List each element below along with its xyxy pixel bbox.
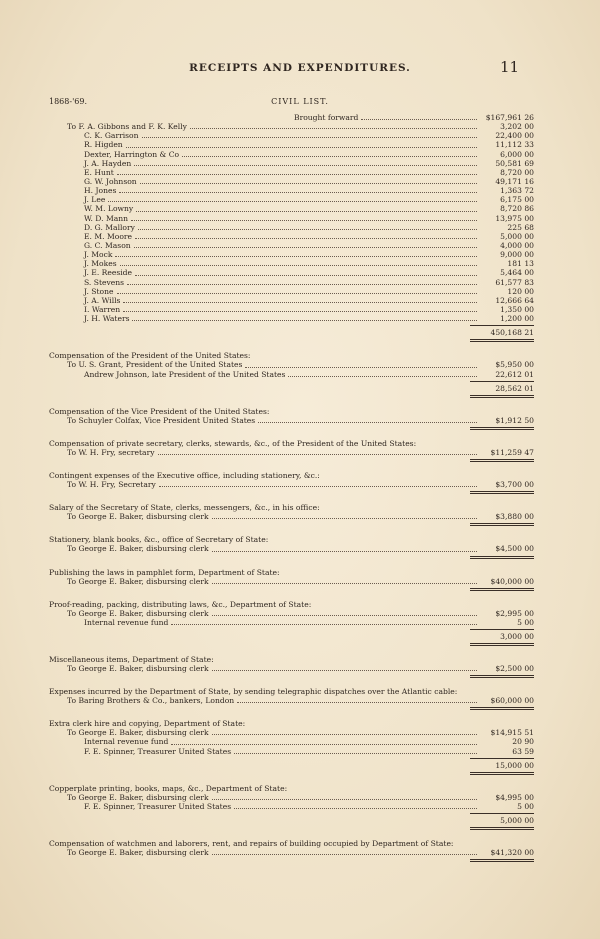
section-total-amount: 3,000 00 bbox=[500, 631, 534, 641]
leader-dots bbox=[212, 798, 477, 800]
double-rule bbox=[470, 675, 534, 678]
ledger-row bbox=[49, 618, 534, 627]
entry-amount: 11,112 33 bbox=[495, 140, 534, 150]
leader-dots bbox=[171, 743, 477, 745]
double-rule bbox=[470, 772, 534, 775]
payee-row bbox=[49, 232, 534, 241]
entry-name: F. E. Spinner, Treasurer United States bbox=[84, 746, 232, 756]
leader-dots bbox=[123, 310, 477, 312]
expenditure-section bbox=[49, 719, 534, 775]
section-heading: Compensation of private secretary, clerks, stewards, &c., of the President of the United States: bbox=[49, 438, 417, 448]
entry-name: R. Higden bbox=[84, 140, 123, 150]
expenditure-section bbox=[49, 600, 534, 646]
entry-amount: 120 00 bbox=[507, 286, 534, 296]
entry-name: Andrew Johnson, late President of the United States bbox=[84, 369, 286, 379]
page-title: RECEIPTS AND EXPENDITURES. bbox=[189, 62, 411, 74]
payee-row bbox=[49, 305, 534, 314]
payee-row bbox=[49, 131, 534, 140]
entry-amount: $4,500 00 bbox=[495, 544, 534, 554]
ledger-row bbox=[49, 360, 534, 369]
entry-name: W. M. Lowny bbox=[84, 204, 134, 214]
total-rule bbox=[470, 813, 534, 814]
entry-name: To W. H. Fry, Secretary bbox=[67, 480, 156, 490]
entry-amount: 5,464 00 bbox=[500, 268, 534, 278]
expenditure-sections bbox=[49, 351, 534, 862]
section-total-row bbox=[49, 761, 534, 770]
payee-row bbox=[49, 140, 534, 149]
entry-amount: 1,200 00 bbox=[500, 314, 534, 324]
leader-dots bbox=[190, 127, 477, 129]
entry-name: To Schuyler Colfax, Vice President United States bbox=[67, 415, 256, 425]
expenditure-section bbox=[49, 471, 534, 494]
entry-amount: 1,350 00 bbox=[500, 304, 534, 314]
payee-row bbox=[49, 177, 534, 186]
ledger-row bbox=[49, 728, 534, 737]
ledger-row bbox=[49, 696, 534, 705]
payee-row bbox=[49, 223, 534, 232]
entry-amount: 50,581 69 bbox=[495, 158, 534, 168]
entry-name: To U. S. Grant, President of the United States bbox=[67, 360, 243, 370]
ledger-row bbox=[49, 747, 534, 756]
leader-dots bbox=[108, 200, 477, 202]
entry-amount: 61,577 83 bbox=[495, 277, 534, 287]
entry-name: E. Hunt bbox=[84, 167, 114, 177]
leader-dots bbox=[158, 453, 478, 455]
payee-row bbox=[49, 186, 534, 195]
payee-row bbox=[49, 150, 534, 159]
entry-amount: 63 59 bbox=[512, 746, 534, 756]
entry-name: Internal revenue fund bbox=[84, 617, 169, 627]
entry-amount: 5 00 bbox=[517, 802, 534, 812]
leader-dots bbox=[134, 164, 477, 166]
leader-dots bbox=[212, 733, 477, 735]
entry-name: J. Lee bbox=[84, 195, 106, 205]
entry-name: To George E. Baker, disbursing clerk bbox=[67, 608, 209, 618]
entry-amount: 1,363 72 bbox=[500, 186, 534, 196]
payee-row bbox=[49, 122, 534, 131]
double-rule bbox=[470, 827, 534, 830]
ledger-content bbox=[49, 113, 534, 864]
leader-dots bbox=[120, 264, 477, 266]
leader-dots bbox=[212, 550, 477, 552]
entry-name: Internal revenue fund bbox=[84, 737, 169, 747]
entry-amount: 20 90 bbox=[512, 737, 534, 747]
entry-amount: $11,259 47 bbox=[490, 447, 534, 457]
brought-forward-label: Brought forward bbox=[294, 113, 359, 122]
double-rule bbox=[470, 339, 534, 342]
entry-amount: $2,995 00 bbox=[495, 608, 534, 618]
leader-dots bbox=[132, 319, 477, 321]
leader-dots bbox=[237, 701, 477, 703]
payee-row bbox=[49, 268, 534, 277]
leader-dots bbox=[117, 173, 477, 175]
entry-amount: 22,400 00 bbox=[495, 131, 534, 141]
entry-amount: 8,720 86 bbox=[500, 204, 534, 214]
entry-amount: 22,612 01 bbox=[495, 369, 534, 379]
total-rule bbox=[470, 629, 534, 630]
entry-amount: 6,000 00 bbox=[500, 149, 534, 159]
entry-amount: $3,880 00 bbox=[495, 512, 534, 522]
entry-amount: 181 13 bbox=[507, 259, 534, 269]
leader-dots bbox=[171, 623, 477, 625]
expenditure-section bbox=[49, 655, 534, 678]
entry-amount: $60,000 00 bbox=[490, 696, 534, 706]
ledger-row bbox=[49, 448, 534, 457]
leader-dots bbox=[361, 118, 477, 120]
double-rule bbox=[470, 523, 534, 526]
page-number: 11 bbox=[500, 58, 520, 76]
civil-total-row bbox=[49, 328, 534, 337]
section-total-row bbox=[49, 632, 534, 641]
entry-amount: 3,202 00 bbox=[500, 122, 534, 132]
leader-dots bbox=[135, 237, 477, 239]
expenditure-section bbox=[49, 503, 534, 526]
leader-dots bbox=[212, 853, 477, 855]
expenditure-section bbox=[49, 687, 534, 710]
section-total-amount: 15,000 00 bbox=[495, 760, 534, 770]
entry-name: To George E. Baker, disbursing clerk bbox=[67, 728, 209, 738]
payee-row bbox=[49, 214, 534, 223]
payee-row bbox=[49, 278, 534, 287]
leader-dots bbox=[135, 274, 477, 276]
entry-name: G. W. Johnson bbox=[84, 176, 137, 186]
leader-dots bbox=[212, 582, 477, 584]
section-heading: Stationery, blank books, &c., office of Secretary of State: bbox=[49, 535, 269, 545]
leader-dots bbox=[119, 191, 477, 193]
payee-list bbox=[49, 122, 534, 323]
entry-name: S. Stevens bbox=[84, 277, 125, 287]
leader-dots bbox=[127, 283, 477, 285]
ledger-row bbox=[49, 416, 534, 425]
entry-name: E. M. Moore bbox=[84, 231, 133, 241]
section-heading: Copperplate printing, books, maps, &c., Department of State: bbox=[49, 783, 288, 793]
ledger-row bbox=[49, 793, 534, 802]
section-heading: Proof-reading, packing, distributing laws, &c., Department of State: bbox=[49, 599, 312, 609]
leader-dots bbox=[212, 517, 477, 519]
double-rule bbox=[470, 556, 534, 559]
double-rule bbox=[470, 707, 534, 710]
entry-amount: 12,666 64 bbox=[495, 295, 534, 305]
expenditure-section bbox=[49, 439, 534, 462]
section-heading: Compensation of watchmen and laborers, rent, and repairs of building occupied by Department of State: bbox=[49, 839, 454, 849]
entry-name: J. A. Hayden bbox=[84, 158, 132, 168]
leader-dots bbox=[258, 421, 477, 423]
entry-name: J. A. Wills bbox=[84, 295, 121, 305]
payee-row bbox=[49, 296, 534, 305]
entry-amount: $40,000 00 bbox=[490, 576, 534, 586]
ledger-row bbox=[49, 802, 534, 811]
entry-name: F. E. Spinner, Treasurer United States bbox=[84, 802, 232, 812]
ledger-row bbox=[49, 577, 534, 586]
expenditure-section bbox=[49, 784, 534, 830]
leader-dots bbox=[138, 228, 477, 230]
leader-dots bbox=[234, 752, 477, 754]
section-total-row bbox=[49, 384, 534, 393]
leader-dots bbox=[140, 182, 477, 184]
civil-total-amount: 450,168 21 bbox=[490, 328, 534, 338]
leader-dots bbox=[159, 485, 477, 487]
entry-name: W. D. Mann bbox=[84, 213, 129, 223]
section-heading: Publishing the laws in pamphlet form, Department of State: bbox=[49, 567, 280, 577]
double-rule bbox=[470, 491, 534, 494]
entry-name: To W. H. Fry, secretary bbox=[67, 447, 155, 457]
section-heading: Compensation of the President of the United States: bbox=[49, 351, 251, 361]
entry-amount: $41,320 00 bbox=[490, 848, 534, 858]
brought-forward-amount: $167,961 26 bbox=[485, 113, 534, 122]
leader-dots bbox=[131, 219, 477, 221]
entry-name: To George E. Baker, disbursing clerk bbox=[67, 576, 209, 586]
expenditure-section bbox=[49, 535, 534, 558]
ledger-row bbox=[49, 512, 534, 521]
entry-name: J. Mokes bbox=[84, 259, 117, 269]
ledger-row bbox=[49, 544, 534, 553]
entry-amount: 225 68 bbox=[507, 222, 534, 232]
entry-name: J. H. Waters bbox=[84, 314, 130, 324]
entry-amount: 6,175 00 bbox=[500, 195, 534, 205]
leader-dots bbox=[115, 255, 477, 257]
section-heading: Miscellaneous items, Department of State: bbox=[49, 655, 214, 665]
section-title: CIVIL LIST. bbox=[271, 97, 329, 106]
double-rule bbox=[470, 427, 534, 430]
entry-name: To George E. Baker, disbursing clerk bbox=[67, 664, 209, 674]
total-rule bbox=[470, 758, 534, 759]
entry-name: H. Jones bbox=[84, 186, 117, 196]
section-heading: Contingent expenses of the Executive office, including stationery, &c.: bbox=[49, 471, 320, 481]
leader-dots bbox=[136, 210, 477, 212]
leader-dots bbox=[126, 146, 477, 148]
entry-amount: 49,171 16 bbox=[495, 176, 534, 186]
fiscal-year: 1868-'69. bbox=[49, 97, 87, 106]
total-rule bbox=[470, 325, 534, 326]
entry-name: To George E. Baker, disbursing clerk bbox=[67, 512, 209, 522]
ledger-row bbox=[49, 480, 534, 489]
entry-amount: $4,995 00 bbox=[495, 792, 534, 802]
payee-row bbox=[49, 250, 534, 259]
payee-row bbox=[49, 168, 534, 177]
double-rule bbox=[470, 588, 534, 591]
entry-name: To Baring Brothers & Co., bankers, London bbox=[67, 696, 235, 706]
entry-amount: 5 00 bbox=[517, 617, 534, 627]
section-total-row bbox=[49, 816, 534, 825]
expenditure-section bbox=[49, 351, 534, 397]
expenditure-section bbox=[49, 839, 534, 862]
section-heading: Compensation of the Vice President of the United States: bbox=[49, 406, 270, 416]
section-heading: Salary of the Secretary of State, clerks, messengers, &c., in his office: bbox=[49, 503, 320, 513]
entry-amount: 9,000 00 bbox=[500, 250, 534, 260]
payee-row bbox=[49, 159, 534, 168]
double-rule bbox=[470, 643, 534, 646]
entry-name: I. Warren bbox=[84, 304, 121, 314]
ledger-row bbox=[49, 848, 534, 857]
entry-name: To George E. Baker, disbursing clerk bbox=[67, 544, 209, 554]
leader-dots bbox=[134, 246, 477, 248]
entry-name: J. Stone bbox=[84, 286, 114, 296]
leader-dots bbox=[117, 292, 478, 294]
entry-amount: 5,000 00 bbox=[500, 231, 534, 241]
expenditure-section bbox=[49, 407, 534, 430]
entry-amount: $1,912 50 bbox=[495, 415, 534, 425]
entry-name: J. Mock bbox=[84, 250, 113, 260]
payee-row bbox=[49, 204, 534, 213]
ledger-row bbox=[49, 664, 534, 673]
leader-dots bbox=[123, 301, 477, 303]
section-heading: Expenses incurred by the Department of State, by sending telegraphic dispatches over the Atlantic cable: bbox=[49, 687, 458, 697]
entry-amount: $14,915 51 bbox=[490, 728, 534, 738]
entry-amount: $3,700 00 bbox=[495, 480, 534, 490]
entry-name: To George E. Baker, disbursing clerk bbox=[67, 792, 209, 802]
double-rule bbox=[470, 395, 534, 398]
entry-name: Dexter, Harrington & Co bbox=[84, 149, 180, 159]
entry-name: C. K. Garrison bbox=[84, 131, 139, 141]
entry-amount: 8,720 00 bbox=[500, 167, 534, 177]
section-heading: Extra clerk hire and copying, Department of State: bbox=[49, 719, 246, 729]
entry-amount: $2,500 00 bbox=[495, 664, 534, 674]
payee-row bbox=[49, 195, 534, 204]
entry-name: G. C. Mason bbox=[84, 240, 131, 250]
leader-dots bbox=[182, 155, 477, 157]
entry-amount: $5,950 00 bbox=[495, 360, 534, 370]
double-rule bbox=[470, 459, 534, 462]
double-rule bbox=[470, 859, 534, 862]
payee-row bbox=[49, 314, 534, 323]
entry-name: J. E. Reeside bbox=[84, 268, 133, 278]
brought-forward-row bbox=[49, 113, 534, 122]
leader-dots bbox=[212, 669, 477, 671]
total-rule bbox=[470, 381, 534, 382]
ledger-row bbox=[49, 737, 534, 746]
entry-amount: 4,000 00 bbox=[500, 240, 534, 250]
payee-row bbox=[49, 259, 534, 268]
section-total-amount: 28,562 01 bbox=[495, 383, 534, 393]
ledger-row bbox=[49, 609, 534, 618]
leader-dots bbox=[142, 136, 477, 138]
payee-row bbox=[49, 241, 534, 250]
section-total-amount: 5,000 00 bbox=[500, 816, 534, 826]
leader-dots bbox=[245, 366, 477, 368]
payee-row bbox=[49, 287, 534, 296]
leader-dots bbox=[212, 614, 477, 616]
expenditure-section bbox=[49, 568, 534, 591]
entry-name: To F. A. Gibbons and F. K. Kelly bbox=[67, 122, 187, 132]
leader-dots bbox=[288, 375, 477, 377]
entry-name: To George E. Baker, disbursing clerk bbox=[67, 848, 209, 858]
entry-name: D. G. Mallory bbox=[84, 222, 135, 232]
leader-dots bbox=[234, 807, 477, 809]
entry-amount: 13,975 00 bbox=[495, 213, 534, 223]
ledger-row bbox=[49, 370, 534, 379]
